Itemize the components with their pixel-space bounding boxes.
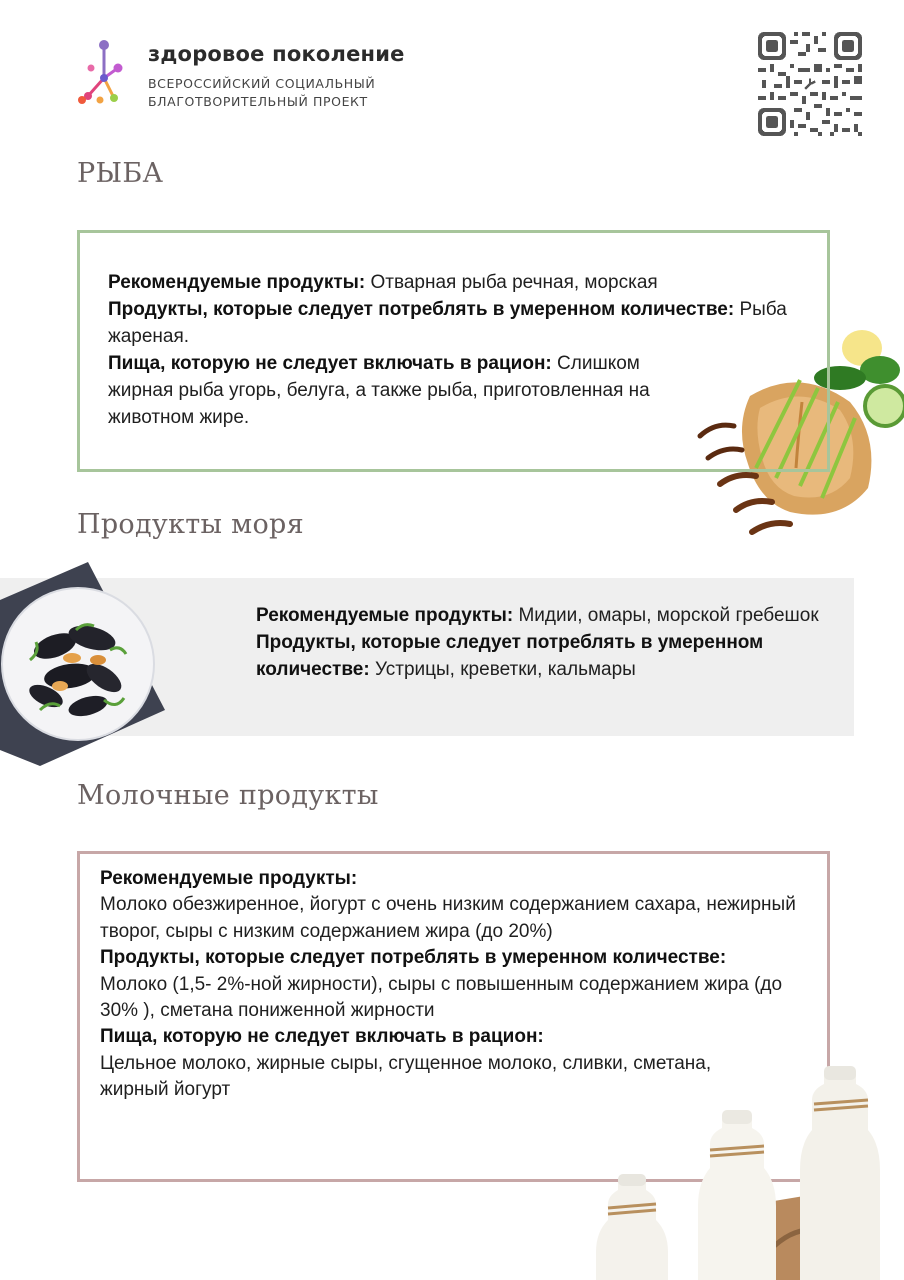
dairy-excluded-text: Цельное молоко, жирные сыры, сгущенное молоко, сливки, сметана, жирный йогурт — [100, 1052, 712, 1101]
logo-subtitle-line-2: БЛАГОТВОРИТЕЛЬНЫЙ ПРОЕКТ — [148, 94, 368, 109]
seafood-moderate-text: Устрицы, креветки, кальмары — [369, 659, 636, 680]
logo-subtitle-line-1: ВСЕРОССИЙСКИЙ СОЦИАЛЬНЫЙ — [148, 76, 376, 91]
dairy-moderate-text: Молоко (1,5- 2%-ной жирности), сыры с повышенным содержанием жира (до 30% ), сметана пониженной жирности — [100, 973, 783, 1022]
dairy-section-title: Молочные продукты — [77, 780, 379, 811]
fish-recommended-label: Рекомендуемые продукты: — [108, 272, 366, 293]
fish-moderate-text: Рыба жареная. — [108, 299, 787, 347]
seafood-recommended-text: Мидии, омары, морской гребешок — [513, 605, 819, 626]
milk-bottles-illustration — [580, 1060, 904, 1280]
logo-icon — [78, 38, 124, 108]
dairy-recommended-label-text: Рекомендуемые продукты: — [100, 868, 358, 889]
fish-info-box — [77, 230, 830, 472]
dairy-recommended-text: Молоко обезжиренное, йогурт с очень низким содержанием сахара, нежирный творог, сыры с низким содержанием жира (до 20%) — [100, 894, 796, 942]
seafood-recommended-label: Рекомендуемые продукты: — [256, 605, 514, 626]
seafood-moderate — [256, 629, 834, 683]
fish-moderate-label: Продукты, которые следует потреблять в умеренном количестве: — [108, 299, 735, 320]
fish-excluded-label: Пища, которую не следует включать в рацион: — [108, 353, 552, 374]
mussels-plate-illustration — [0, 560, 165, 766]
fish-excluded-text: Слишком жирная рыба угорь, белуга, а также рыба, приготовленная на животном жире. — [108, 353, 650, 428]
logo-title: здоровое поколение — [148, 42, 405, 66]
fish-moderate — [108, 296, 799, 350]
fish-recommended-text: Отварная рыба речная, морская — [365, 272, 658, 293]
dairy-excluded-label-text: Пища, которую не следует включать в рацион: — [100, 1026, 544, 1048]
qr-code-icon — [754, 28, 866, 140]
seafood-recommended — [256, 602, 834, 629]
fish-excluded — [108, 350, 799, 431]
fish-section-title: РЫБА — [77, 158, 164, 189]
seafood-moderate-label: Продукты, которые следует потреблять в умеренном количестве: — [256, 632, 764, 680]
dairy-moderate-label-text: Продукты, которые следует потреблять в умеренном количестве: — [100, 947, 727, 969]
fish-recommended — [108, 269, 799, 296]
dairy-moderate-label — [100, 945, 807, 971]
logo-subtitle — [148, 75, 375, 111]
dairy-excluded-label — [100, 1024, 807, 1050]
seafood-section-title: Продукты моря — [77, 509, 304, 540]
dairy-recommended-label — [100, 866, 807, 892]
